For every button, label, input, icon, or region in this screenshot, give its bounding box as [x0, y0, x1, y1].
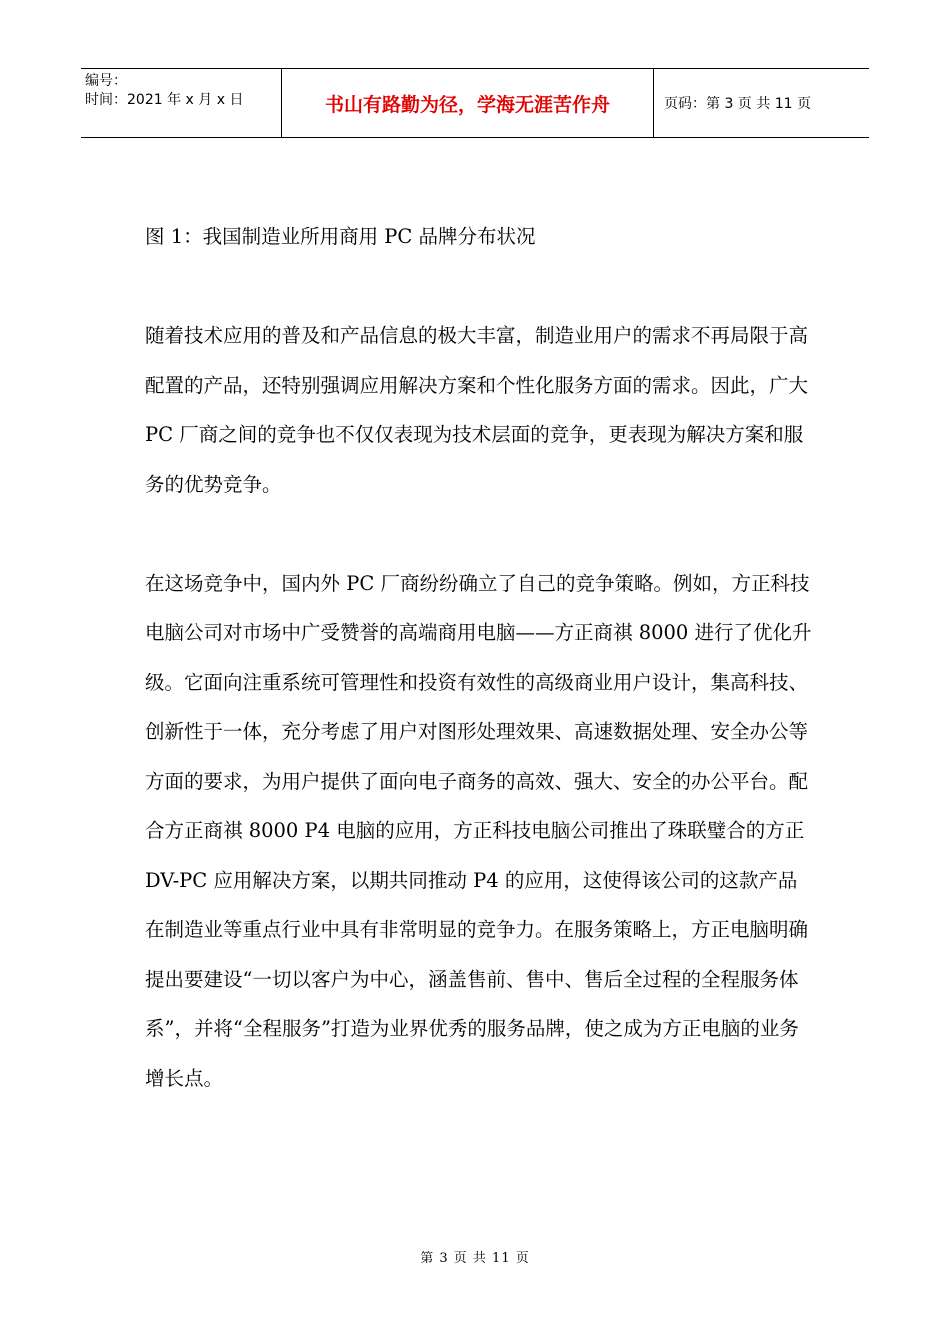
paragraph-spacer [145, 262, 815, 312]
header-meta [81, 69, 281, 137]
document-number-label: 编号： [85, 73, 127, 89]
page-footer: 第 3 页 共 11 页 [420, 1251, 530, 1266]
paragraph-spacer [145, 509, 815, 559]
document-body [145, 212, 815, 1103]
header-motto-cell [281, 69, 654, 137]
header-page-cell [654, 69, 869, 137]
body-paragraph: 随着技术应用的普及和产品信息的极大丰富，制造业用户的需求不再局限于高配置的产品，还特别强调应用解决方案和个性化服务方面的需求。因此，广大 PC 厂商之间的竞争也不仅仅表现为技术层面的竞争，更表现为解决方案和服务的优势竞争。 [145, 324, 809, 496]
figure-caption: 图 1：我国制造业所用商用 PC 品牌分布状况 [145, 225, 536, 248]
document-date-label: 时间：2021 年 x 月 x 日 [85, 92, 244, 108]
header-page-number: 页码：第 3 页 共 11 页 [664, 96, 811, 112]
page-header [81, 68, 869, 138]
header-motto: 书山有路勤为径，学海无涯苦作舟 [324, 93, 610, 116]
body-paragraph: 在这场竞争中，国内外 PC 厂商纷纷确立了自己的竞争策略。例如，方正科技电脑公司对市场中广受赞誉的高端商用电脑——方正商祺 8000 进行了优化升级。它面向注重系统可管理性和投资有效性的高级商业用户设计，集高科技、创新性于一体，充分考虑了用户对图形处理效果、高速数据处理、安全办公等方面的要求，为用户提供了面向电子商务的高效、强大、安全的办公平台。配合方正商祺 8000 P4 电脑的应用，方正科技电脑公司推出了珠联璧合的方正 DV-PC 应用解决方案，以期共同推动 P4 的应用，这使得该公司的这款产品在制造业等重点行业中具有非常明显的竞争力。在服务策略上，方正电脑明确提出要建设“一切以客户为中心，涵盖售前、售中、售后全过程的全程服务体系”，并将“全程服务”打造为业界优秀的服务品牌，使之成为方正电脑的业务增长点。 [145, 571, 812, 1090]
